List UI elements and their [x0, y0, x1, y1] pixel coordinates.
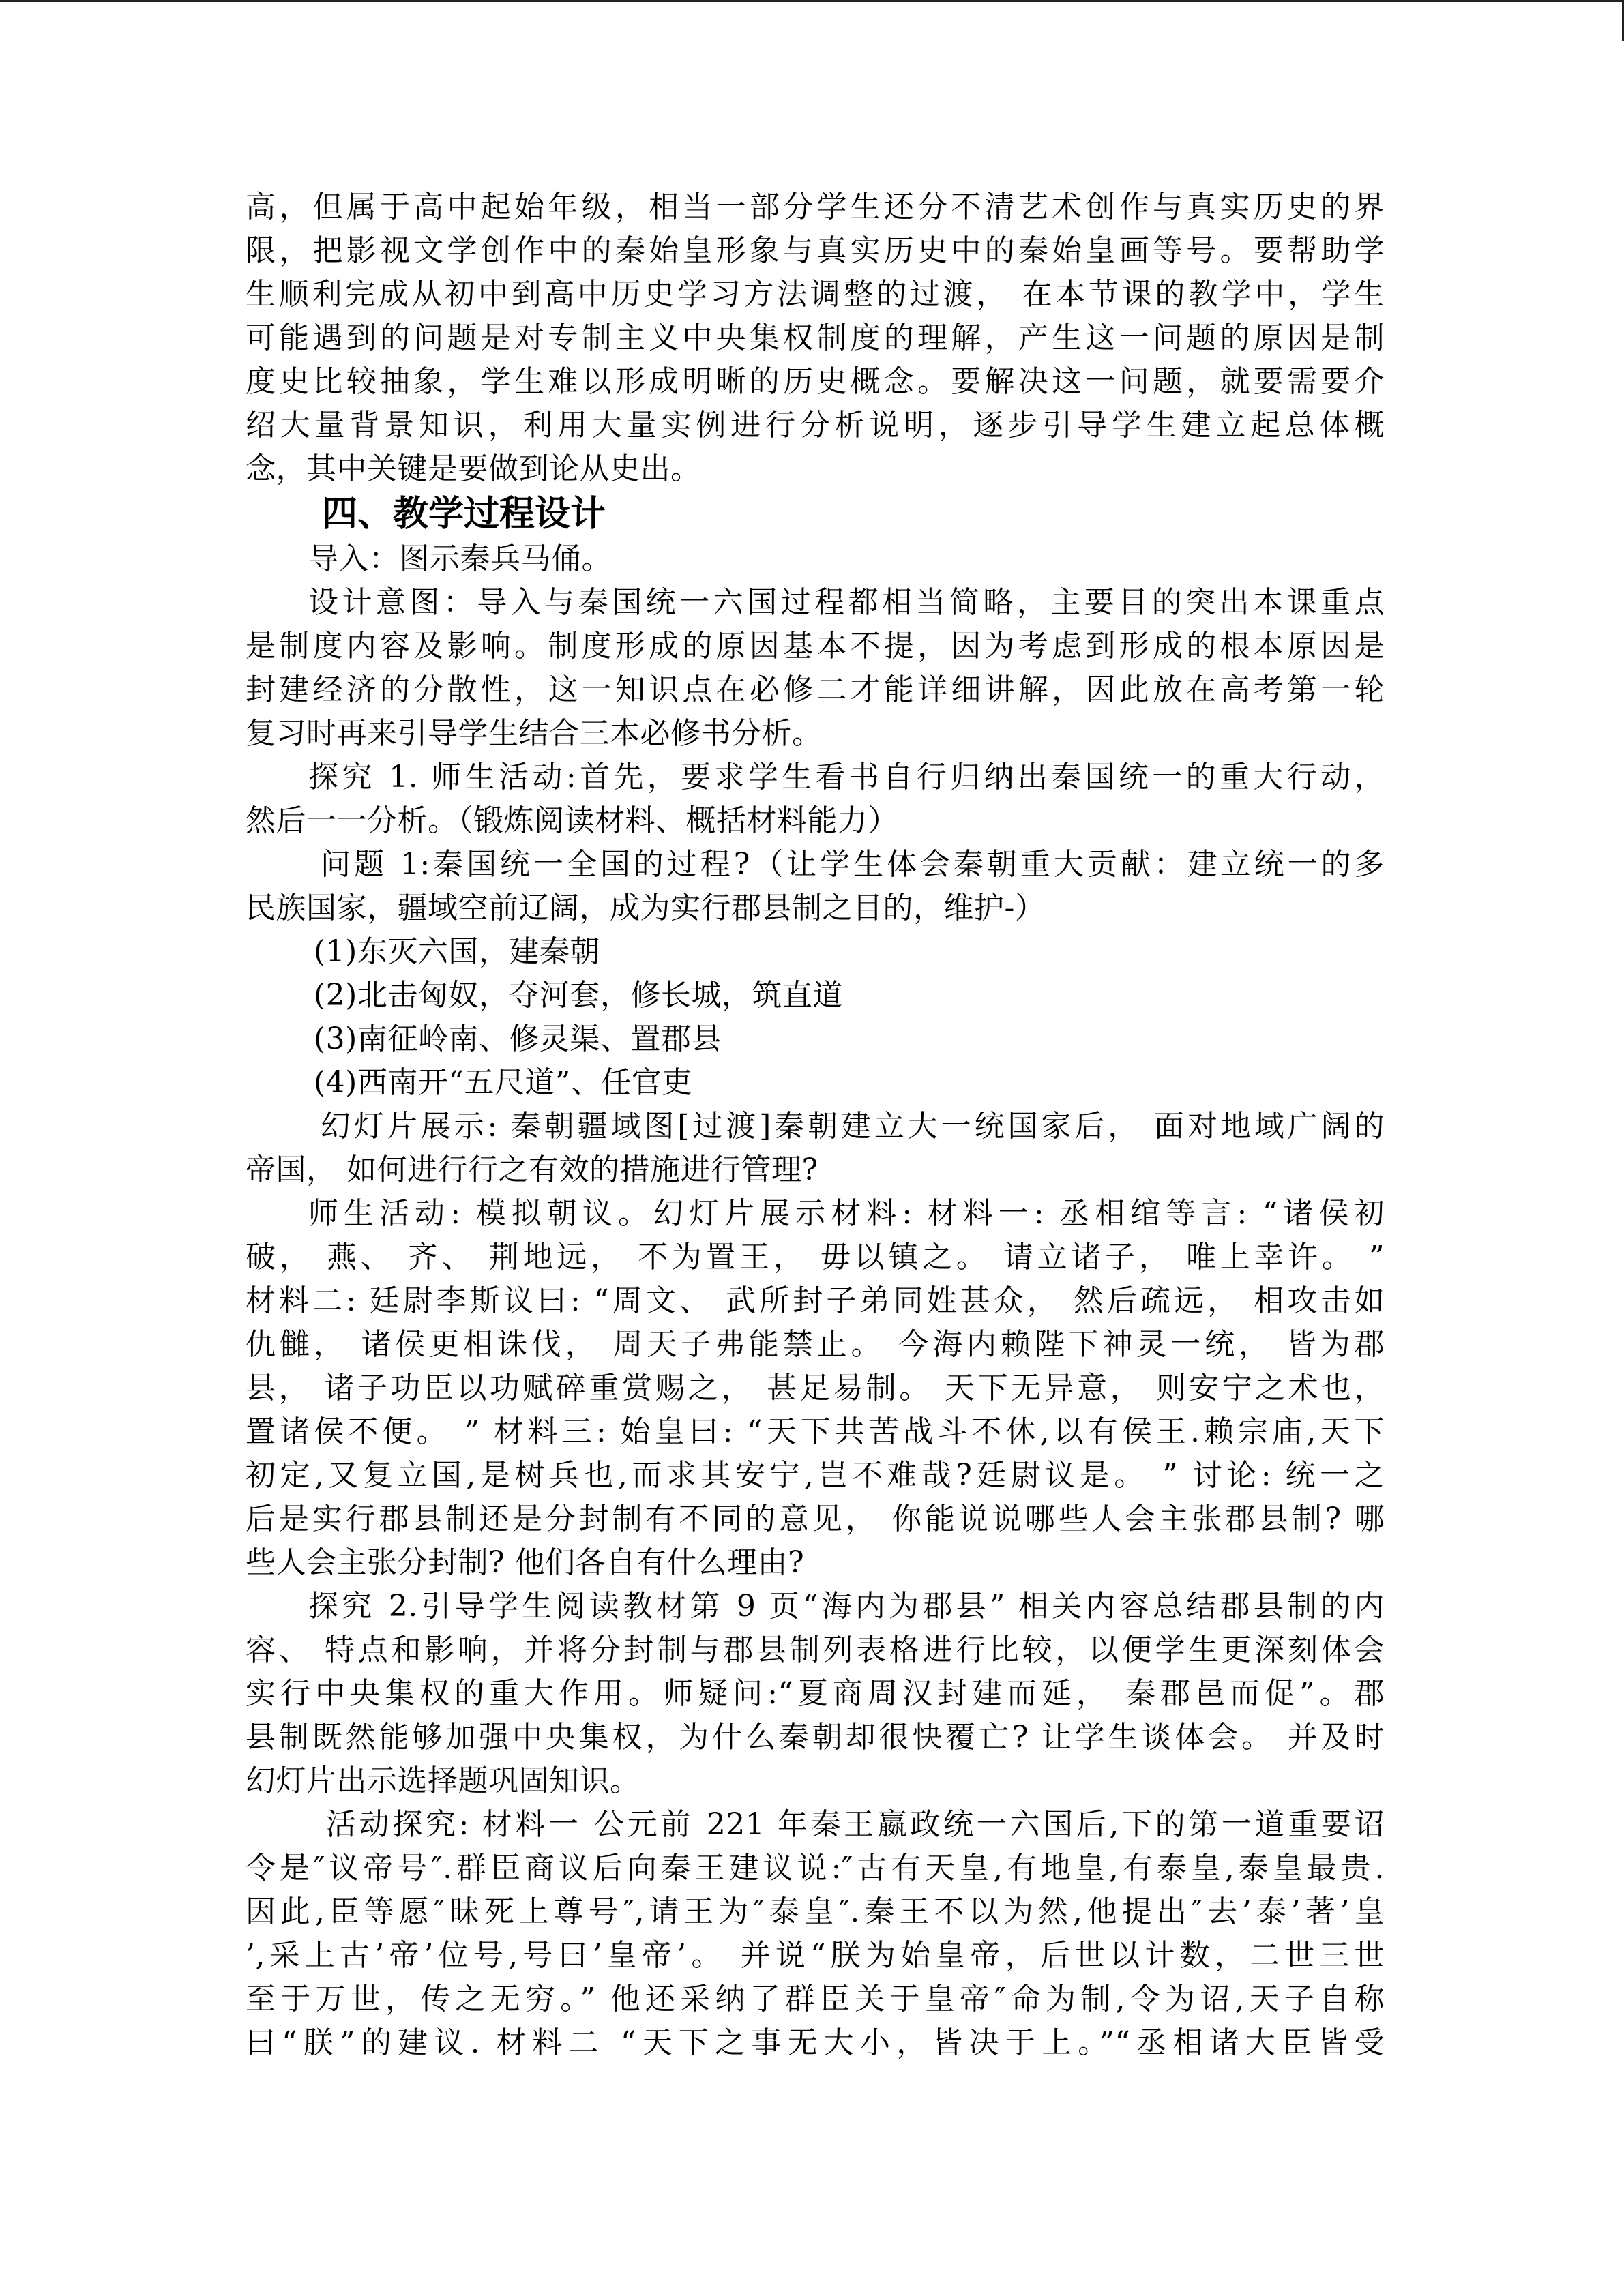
- paragraph-learner-analysis: [246, 185, 1385, 491]
- text-line: 复习时再来引导学生结合三本必修书分析。: [246, 716, 823, 751]
- text-line: 破， 燕、 齐、 荆地远， 不为置王， 毋以镇之。 请立诸子， 唯上幸许。 ”: [246, 1240, 1385, 1274]
- text-line: 可能遇到的问题是对专制主义中央集权制度的理解，产生这一问题的原因是制: [246, 320, 1385, 355]
- section-heading: 四、教学过程设计: [322, 494, 606, 535]
- text-line: 容、 特点和影响，并将分封制与郡县制列表格进行比较，以便学生更深刻体会: [246, 1632, 1385, 1667]
- text-line: 生顺利完成从初中到高中历史学习方法调整的过渡， 在本节课的教学中，学生: [246, 277, 1385, 312]
- page-top-border: [0, 0, 1624, 2]
- intro-line: 导入：图示秦兵马俑。: [308, 541, 612, 576]
- text-line: 幻灯片展示: 秦朝疆域图[过渡]秦朝建立大一统国家后， 面对地域广阔的: [321, 1109, 1385, 1144]
- text-line: 帝国， 如何进行行之有效的措施进行管理?: [246, 1152, 818, 1187]
- text-line: 度史比较抽象，学生难以形成明晰的历史概念。要解决这一问题，就要需要介: [246, 364, 1385, 399]
- text-line: 幻灯片出示选择题巩固知识。: [246, 1763, 640, 1798]
- paragraph-design-intent: [246, 581, 1385, 756]
- text-line: 至于万世，传之无穷。” 他还采纳了群臣关于皇帝″命为制,令为诏,天子自称: [246, 1982, 1385, 2016]
- unification-steps-list: [246, 930, 1385, 1105]
- text-line: 曰“朕”的建议. 材料二 “天下之事无大小，皆决于上。”“丞相诸大臣皆受: [246, 2025, 1385, 2060]
- paragraph-explore-2: [246, 1585, 1385, 1803]
- text-line: 县制既然能够加强中央集权，为什么秦朝却很快覆亡? 让学生谈体会。 并及时: [246, 1720, 1385, 1755]
- text-line: 置诸侯不便。 ” 材料三: 始皇曰: “天下共苦战斗不休,以有侯王.赖宗庙,天下: [246, 1414, 1385, 1449]
- text-line: ’,采上古’帝’位号,号曰’皇帝’。 并说“朕为始皇帝，后世以计数，二世三世: [246, 1938, 1385, 1973]
- text-line: 仇雠， 诸侯更相诛伐， 周天子弗能禁止。 今海内赖陛下神灵一统， 皆为郡: [246, 1327, 1385, 1362]
- paragraph-teacher-student-activity: [246, 1192, 1385, 1585]
- text-line: 师生活动: 模拟朝议。幻灯片展示材料: 材料一: 丞相绾等言: “诸侯初: [308, 1196, 1385, 1231]
- text-line: 问题 1:秦国统一全国的过程?（让学生体会秦朝重大贡献：建立统一的多: [321, 847, 1385, 882]
- text-line: 县， 诸子功臣以功赋碎重赏赐之， 甚足易制。 天下无异意， 则安宁之术也，: [246, 1371, 1385, 1405]
- text-line: 念，其中关键是要做到论从史出。: [246, 451, 701, 486]
- text-line: 是制度内容及影响。制度形成的原因基本不提，因为考虑到形成的根本原因是: [246, 629, 1385, 664]
- text-line: 限，把影视文学创作中的秦始皇形象与真实历史中的秦始皇画等号。要帮助学: [246, 233, 1385, 268]
- document-body: [246, 185, 1385, 2065]
- text-line: 探究 2.引导学生阅读教材第 9 页“海内为郡县” 相关内容总结郡县制的内: [308, 1589, 1385, 1624]
- text-line: 封建经济的分散性，这一知识点在必修二才能详细讲解，因此放在高考第一轮: [246, 672, 1385, 707]
- paragraph-slide-display: [246, 1105, 1385, 1192]
- list-item: (1)东灭六国，建秦朝: [314, 934, 600, 969]
- text-line: 后是实行郡县制还是分封制有不同的意见， 你能说说哪些人会主张郡县制? 哪: [246, 1502, 1385, 1536]
- text-line: 高，但属于高中起始年级，相当一部分学生还分不清艺术创作与真实历史的界: [246, 190, 1385, 224]
- text-line: 实行中央集权的重大作用。师疑问:“夏商周汉封建而延， 秦郡邑而促”。郡: [246, 1676, 1385, 1711]
- text-line: 材料二: 廷尉李斯议曰: “周文、 武所封子弟同姓甚众， 然后疏远， 相攻击如: [246, 1283, 1385, 1318]
- text-line: 设计意图：导入与秦国统一六国过程都相当简略，主要目的突出本课重点: [308, 585, 1385, 620]
- paragraph-activity-explore: [246, 1803, 1385, 2065]
- text-line: 因此,臣等愿″昧死上尊号″,请王为″泰皇″.秦王不以为然,他提出″去’泰’著’皇: [246, 1894, 1385, 1929]
- text-line: 探究 1. 师生活动:首先，要求学生看书自行归纳出秦国统一的重大行动，: [308, 760, 1385, 794]
- text-line: 活动探究: 材料一 公元前 221 年秦王嬴政统一六国后,下的第一道重要诏: [326, 1807, 1385, 1842]
- text-line: 绍大量背景知识，利用大量实例进行分析说明，逐步引导学生建立起总体概: [246, 408, 1385, 443]
- text-line: 些人会主张分封制? 他们各自有什么理由?: [246, 1545, 805, 1580]
- list-item: (2)北击匈奴，夺河套，修长城，筑直道: [314, 978, 843, 1013]
- paragraph-explore-1: [246, 756, 1385, 843]
- paragraph-question-1: [246, 843, 1385, 930]
- text-line: 令是″议帝号″.群臣商议后向秦王建议说:″古有天皇,有地皇,有泰皇,泰皇最贵.: [246, 1851, 1385, 1885]
- list-item: (3)南征岭南、修灵渠、置郡县: [314, 1022, 722, 1056]
- list-item: (4)西南开“五尺道”、任官吏: [314, 1065, 692, 1100]
- text-line: 然后一一分析。（锻炼阅读材料、概括材料能力）: [246, 803, 898, 838]
- text-line: 民族国家，疆域空前辽阔，成为实行郡县制之目的，维护-）: [246, 891, 1046, 925]
- text-line: 初定,又复立国,是树兵也,而求其安宁,岂不难哉?廷尉议是。 ” 讨论: 统一之: [246, 1458, 1385, 1493]
